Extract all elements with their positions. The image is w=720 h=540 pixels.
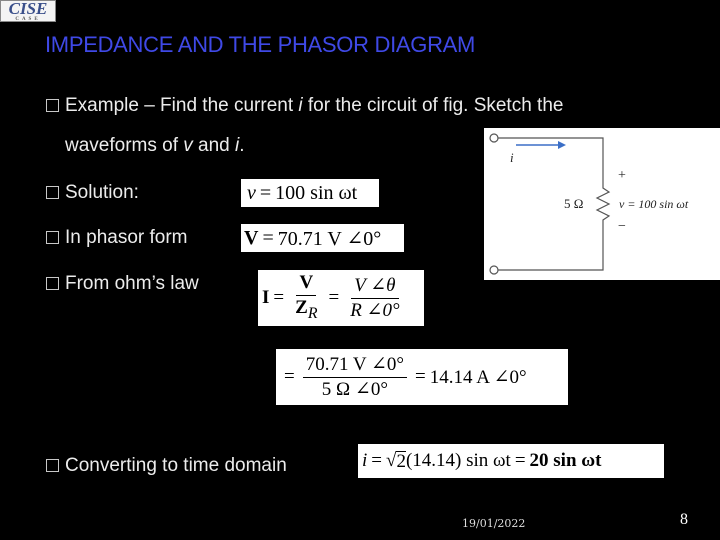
minus-sign: − — [618, 219, 626, 234]
terminal-bottom — [490, 266, 498, 274]
plus-sign: + — [618, 168, 626, 183]
resistor-label: 5 Ω — [564, 196, 584, 211]
bullet-box-icon — [46, 231, 59, 244]
current-label: i — [510, 150, 514, 165]
footer-date: 19/01/2022 — [462, 517, 526, 530]
bullet-example-line2: waveforms of v and i. — [65, 135, 245, 156]
equation-ohms-law-result: = $\frac{70.71 V \angle 0^\circ}{5 \Omega \angle 0^\circ}$ = 14.14 A ∠0° — [276, 349, 568, 405]
current-arrowhead-icon — [558, 141, 566, 149]
equation-i-time: i = √ 2 (14.14) sin ωt = 20 sin ωt — [358, 444, 664, 478]
terminal-top — [490, 134, 498, 142]
equation-v-time: v = 100 sin ωt — [241, 179, 379, 207]
fraction-numeric: $\frac{70.71 V \angle 0^\circ}{5 \Omega \angle 0^\circ}$ — [303, 354, 407, 401]
bullet-box-icon — [46, 99, 59, 112]
equation-v-phasor: V = 70.71 V ∠0° — [241, 224, 404, 252]
fraction-v-over-z: $\frac{V}{Z_R}$ — [295, 271, 318, 322]
sqrt-symbol: √ — [386, 450, 397, 471]
circuit-wires — [498, 138, 609, 270]
logo — [0, 0, 56, 22]
slide-title: IMPEDANCE AND THE PHASOR DIAGRAM — [45, 32, 476, 57]
circuit-diagram — [484, 128, 720, 280]
bullet-box-icon — [46, 186, 59, 199]
bullet-box-icon — [46, 277, 59, 290]
source-label: v = 100 sin ωt — [619, 197, 689, 211]
bullet-solution: Solution: — [46, 181, 139, 205]
equation-ohms-law: I = $\frac{V}{Z_R}$ = $\frac{V \angle\theta}{R \angle 0^\circ}$ — [258, 270, 424, 326]
circuit-figure — [484, 128, 720, 280]
logo-text: CISE — [8, 0, 48, 18]
page-number: 8 — [680, 511, 688, 528]
bullet-box-icon — [46, 459, 59, 472]
bullet-ohms-law: From ohm’s law — [46, 272, 199, 296]
bullet-time-domain: Converting to time domain — [46, 454, 287, 478]
bullet-phasor-form: In phasor form — [46, 226, 188, 250]
fraction-phasor: $\frac{V \angle\theta}{R \angle 0^\circ}$ — [350, 274, 400, 321]
logo-subtext: CASE — [15, 17, 41, 22]
bullet-example: Example – Find the current i for the circuit of fig. Sketch the — [46, 94, 563, 118]
